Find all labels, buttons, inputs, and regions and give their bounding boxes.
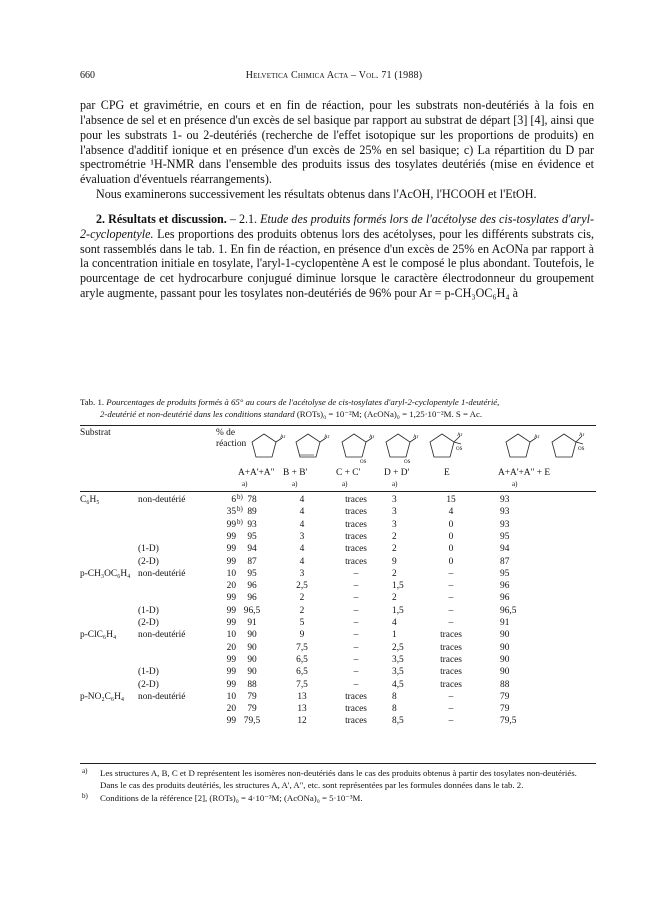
cell-b: 3 [299, 568, 305, 579]
cell-e: – [448, 568, 454, 579]
cell-type: non-deutérié [138, 495, 186, 505]
cell-d: 8 [392, 691, 397, 702]
cell-c: traces [345, 495, 367, 505]
cell-b: 7,5 [296, 679, 308, 690]
structure-e-total-ar-label: Ar [579, 433, 585, 438]
structure-c [336, 430, 378, 464]
cell-type: (2-D) [138, 618, 159, 628]
cell-t: 93 [500, 507, 510, 518]
cell-type: (2-D) [138, 679, 159, 690]
cell-pct: 35 [226, 507, 236, 518]
cell-c: traces [345, 556, 367, 567]
header-total: A+A'+A" + E [498, 468, 551, 478]
table-row [80, 531, 596, 543]
header-a-note: a) [242, 480, 248, 488]
body-text [80, 98, 594, 301]
cell-d: 3 [392, 519, 397, 530]
cell-a: 96 [247, 593, 257, 604]
structure-d-ar-label: Ar [413, 435, 419, 440]
cell-t: 93 [500, 495, 510, 505]
table-caption [80, 397, 596, 420]
table-bottom-rule [80, 763, 596, 764]
cell-pct: 99 [226, 605, 236, 616]
cell-b: 6,5 [296, 667, 308, 678]
cell-d: 2,5 [392, 642, 404, 653]
cell-e: traces [440, 679, 462, 690]
cell-pct: 6 [231, 495, 236, 505]
cell-pct: 99 [226, 544, 236, 555]
cell-b: 4 [299, 544, 305, 555]
cell-a: 93 [247, 519, 257, 530]
cell-t: 90 [500, 667, 510, 678]
cell-pct: 99 [226, 618, 236, 628]
cell-pct-note: b) [237, 505, 243, 514]
table-row [80, 592, 596, 604]
footnote-a-text: Les structures A, B, C et D représentent les isomères non-deutériés dans le cas des produits obtenus à partir des tosylates non-deutériés. Dans le cas des produits deutériés, les structures A, A', A", etc. sont représentées par les formules données dans le tab. 2. [100, 768, 577, 790]
cell-e: traces [440, 654, 462, 665]
cell-c: traces [345, 519, 367, 530]
table-row [80, 617, 596, 629]
header-d-note: a) [392, 480, 398, 488]
cell-d: 1,5 [392, 605, 404, 616]
cell-sub: C₆H₅ [80, 495, 100, 505]
cell-a: 79,5 [243, 716, 261, 727]
cell-d: 2 [392, 544, 397, 555]
cell-c: – [353, 568, 359, 579]
cell-pct: 99 [226, 556, 236, 567]
cell-b: 6,5 [296, 654, 308, 665]
header-substrat: Substrat [80, 428, 111, 438]
table-row [80, 679, 596, 691]
cell-c: – [353, 654, 359, 665]
structure-e-ar-label: Ar [457, 433, 463, 438]
cell-t: 79 [500, 704, 510, 715]
cell-sub: p-ClC₆H₄ [80, 630, 117, 641]
cell-b: 4 [299, 519, 305, 530]
footnote-b-mark: b) [82, 792, 88, 801]
cell-pct: 99 [226, 716, 236, 727]
header-b: B + B' [283, 468, 308, 478]
cell-c: traces [345, 716, 367, 727]
cell-t: 96 [500, 581, 510, 592]
cell-pct: 99 [226, 519, 236, 530]
cell-e: 15 [446, 495, 456, 505]
footnote-a-mark: a) [82, 767, 88, 775]
footnote-b [80, 793, 596, 805]
cell-t: 95 [500, 568, 510, 579]
cell-e: 4 [448, 507, 454, 518]
footnote-b-text: Conditions de la référence [2], (ROTs)₀ = 4·10⁻³M; (AcONa)₀ = 5·10⁻³M. [100, 793, 363, 804]
table-header-rule [80, 491, 596, 492]
structure-a [246, 430, 286, 462]
cell-a: 96,5 [243, 605, 261, 616]
cell-type: non-deutérié [138, 568, 186, 579]
cell-e: 0 [448, 531, 454, 542]
cell-e: – [448, 691, 454, 702]
cell-t: 93 [500, 519, 510, 530]
cell-d: 9 [392, 556, 397, 567]
cell-d: 3 [392, 495, 397, 505]
cell-a: 90 [247, 654, 257, 665]
cell-t: 91 [500, 618, 510, 628]
cell-c: – [353, 605, 359, 616]
cell-a: 94 [247, 544, 257, 555]
cell-b: 2 [299, 593, 305, 604]
subsection-title: Etude des produits formés lors de l'acétolyse des [260, 211, 496, 226]
cell-e: traces [440, 642, 462, 653]
cell-b: 9 [299, 630, 305, 641]
paragraph-2: Nous examinerons successivement les résultats obtenus dans l'AcOH, l'HCOOH et l'EtOH. [96, 187, 537, 202]
table-row [80, 715, 596, 727]
cell-type: non-deutérié [138, 630, 186, 641]
caption-label: Tab. 1. [80, 397, 105, 407]
cell-a: 88 [247, 679, 257, 690]
results-table [80, 424, 596, 784]
header-total-note: a) [512, 480, 518, 488]
cell-pct: 10 [226, 568, 236, 579]
header-b-note: a) [292, 480, 298, 488]
cell-d: 1,5 [392, 581, 404, 592]
cell-sub: p-NO₂C₆H₄ [80, 691, 125, 702]
cell-a: 79 [247, 691, 257, 702]
cell-d: 3 [392, 507, 397, 518]
table-row [80, 629, 596, 641]
cell-b: 13 [297, 691, 307, 702]
subsection-number: – 2.1. [229, 211, 258, 226]
paragraph-3 [80, 212, 594, 301]
cell-c: – [353, 618, 359, 628]
table-row [80, 494, 596, 506]
cell-c: traces [345, 507, 367, 518]
cell-a: 79 [247, 704, 257, 715]
cell-d: 4 [392, 618, 397, 628]
cell-d: 3,5 [392, 667, 404, 678]
table-row [80, 703, 596, 715]
cell-t: 96 [500, 593, 510, 604]
structure-e [424, 430, 466, 464]
cell-a: 91 [247, 618, 257, 628]
cell-t: 94 [500, 544, 510, 555]
header-pct-1: % de [216, 428, 236, 438]
caption-line-1: Pourcentages de produits formés à 65° au cours de l'acétolyse de cis-tosylates d'aryl-2-cyclopentyle 1-deutérié, [106, 397, 500, 407]
cell-d: 2 [392, 593, 397, 604]
cell-a: 78 [247, 495, 257, 505]
cell-pct: 99 [226, 679, 236, 690]
table-footnotes [80, 768, 596, 807]
structure-a-total [500, 430, 540, 462]
page-header [80, 70, 588, 84]
cell-e: – [448, 716, 454, 727]
cell-e: traces [440, 667, 462, 678]
cell-d: 2 [392, 568, 397, 579]
table-row [80, 654, 596, 666]
cell-e: – [448, 605, 454, 616]
cell-b: 12 [297, 716, 307, 727]
header-a: A+A'+A" [238, 468, 275, 478]
journal-title: Helvetica Chimica Acta – Vol. 71 (1988) [245, 70, 423, 81]
cell-a: 90 [247, 667, 257, 678]
cell-pct: 99 [226, 667, 236, 678]
structure-a-ar-label: Ar [280, 435, 286, 440]
table-row [80, 568, 596, 580]
cell-pct: 20 [226, 581, 236, 592]
cell-c: traces [345, 704, 367, 715]
header-d: D + D' [384, 468, 410, 478]
cell-type: (1-D) [138, 605, 159, 616]
structure-e-total-os-label: OS [578, 447, 585, 452]
table-row [80, 580, 596, 592]
cell-d: 4,5 [392, 679, 404, 690]
cell-b: 2 [299, 605, 305, 616]
cell-a: 95 [247, 531, 257, 542]
cell-c: – [353, 667, 359, 678]
cell-pct-note: b) [237, 517, 243, 526]
structure-c-ar-label: Ar [369, 435, 375, 440]
page-number: 660 [80, 70, 95, 81]
table-row [80, 691, 596, 703]
structure-e-total [546, 430, 588, 464]
cell-type: (1-D) [138, 667, 159, 678]
cell-a: 87 [247, 556, 257, 567]
table-row [80, 556, 596, 568]
structure-e-os-label: OS [456, 447, 463, 452]
cell-c: – [353, 630, 359, 641]
cell-d: 8 [392, 704, 397, 715]
cell-t: 88 [500, 679, 510, 690]
cell-t: 96,5 [500, 605, 517, 616]
header-pct-2: réaction [216, 439, 247, 449]
cell-d: 3,5 [392, 654, 404, 665]
cell-type: (2-D) [138, 556, 159, 567]
cell-c: traces [345, 531, 367, 542]
cell-b: 4 [299, 495, 305, 505]
footnote-a [80, 768, 596, 791]
caption-line-2b: (ROTs)₀ = 10⁻²M; (AcONa)₀ = 1,25·10⁻²M. S = Ac. [296, 408, 483, 419]
table-row [80, 506, 596, 518]
table-row [80, 642, 596, 654]
cell-t: 95 [500, 531, 510, 542]
cell-c: traces [345, 691, 367, 702]
paragraph-3-text: Les proportions des produits obtenus lors des acétolyses, pour les différents substrats cis, sont rassemblés dans le tab. 1. En fin de réaction, en présence d'un excès de 25% en AcONa par rapport à la concentration initiale en tosylate, l'aryl-1-cyclopentène A est le composé le plus abondant. Toutefois, le pourcentage de cet hydrocarbure conjugué diminue lorsque le caractère électrodonneur du groupement aryle augmente, passant pour les tosylates non-deutériés de 96% pour Ar = p-CH₃OC₆H₄ à [80, 226, 594, 301]
structure-d [380, 430, 422, 464]
cell-e: – [448, 581, 454, 592]
cell-c: traces [345, 544, 367, 555]
caption-line-2a: 2-deutérié et non-deutérié dans les conditions standard [100, 408, 295, 419]
table-row [80, 605, 596, 617]
structure-d-os-label: OS [404, 460, 411, 464]
header-c-note: a) [342, 480, 348, 488]
header-c: C + C' [336, 468, 361, 478]
cell-e: traces [440, 630, 462, 641]
cell-pct-note: b) [237, 493, 243, 501]
cell-pct: 10 [226, 630, 236, 641]
cell-c: – [353, 642, 359, 653]
subsection-title-cont: cis-tosylates d'aryl-2-cyclopentyle. [80, 211, 594, 241]
cell-d: 2 [392, 531, 397, 542]
structure-c-os-label: OS [360, 460, 367, 464]
cell-pct: 10 [226, 691, 236, 702]
header-e: E [444, 468, 450, 478]
cell-t: 90 [500, 654, 510, 665]
cell-b: 5 [299, 618, 305, 628]
cell-d: 8,5 [392, 716, 404, 727]
cell-t: 79,5 [500, 716, 517, 727]
cell-e: – [448, 593, 454, 604]
cell-b: 4 [299, 507, 305, 518]
cell-e: – [448, 618, 454, 628]
cell-t: 79 [500, 691, 510, 702]
cell-c: – [353, 593, 359, 604]
cell-e: 0 [448, 544, 454, 555]
table-row [80, 543, 596, 555]
cell-b: 4 [299, 556, 305, 567]
cell-e: 0 [448, 556, 454, 567]
section-heading: 2. Résultats et discussion. [96, 211, 227, 226]
cell-pct: 99 [226, 593, 236, 604]
structure-a-total-ar-label: Ar [534, 435, 540, 440]
cell-sub: p-CH₃OC₆H₄ [80, 568, 131, 579]
cell-a: 90 [247, 642, 257, 653]
cell-t: 87 [500, 556, 510, 567]
cell-t: 90 [500, 642, 510, 653]
cell-pct: 20 [226, 704, 236, 715]
cell-a: 90 [247, 630, 257, 641]
cell-e: – [448, 704, 454, 715]
cell-type: (1-D) [138, 544, 159, 555]
cell-pct: 99 [226, 531, 236, 542]
cell-type: non-deutérié [138, 691, 186, 702]
table-row [80, 666, 596, 678]
structure-b [290, 430, 330, 462]
cell-pct: 20 [226, 642, 236, 653]
cell-a: 95 [247, 568, 257, 579]
cell-c: – [353, 581, 359, 592]
cell-t: 90 [500, 630, 510, 641]
structure-b-ar-label: Ar [324, 435, 330, 440]
cell-b: 13 [297, 704, 307, 715]
cell-a: 96 [247, 581, 257, 592]
cell-b: 7,5 [296, 642, 308, 653]
cell-d: 1 [392, 630, 397, 641]
cell-a: 89 [247, 507, 257, 518]
cell-e: 0 [448, 519, 454, 530]
paragraph-1: par CPG et gravimétrie, en cours et en fin de réaction, pour les substrats non-deutériés à la fois en l'absence de sel et en présence d'un excès de sel basique par rapport au substrat de départ [3] [4], ainsi que pour les substrats 1- ou 2-deutériés (recherche de l'effet isotopique sur les proportions de produits) en l'absence d'additif ionique et en présence d'un excès de 25% en sel basique; c) La répartition du D par spectrométrie ¹H-NMR dans l'ensemble des produits issus des tosylates deutériés (mise en évidence et évaluation d'éventuels réarrangements). [80, 98, 594, 187]
cell-b: 2,5 [296, 581, 308, 592]
cell-c: – [353, 679, 359, 690]
cell-b: 3 [299, 531, 305, 542]
cell-pct: 99 [226, 654, 236, 665]
table-row [80, 519, 596, 531]
